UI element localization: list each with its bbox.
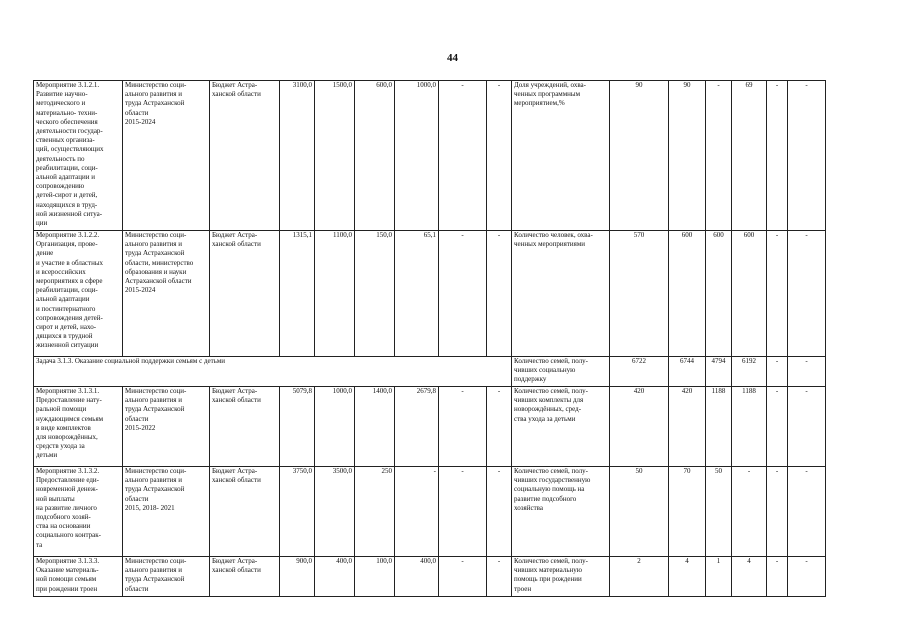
measure-name-line: Предоставление еди- xyxy=(36,476,99,485)
indicator-value-4: - xyxy=(732,467,767,557)
indicator-name-line: чивших комплекты для xyxy=(514,396,584,405)
measure-name-line: сопровождению xyxy=(36,182,85,191)
executor-line: труда Астраханской xyxy=(125,99,185,108)
measure-name-line: Мероприятие 3.1.2.2. xyxy=(36,231,100,239)
indicator-name-line: чивших материальную xyxy=(514,566,583,575)
indicator-name-line: ченных программным xyxy=(514,90,581,99)
executor-line: Министерство соци- xyxy=(125,387,187,395)
measure-name-line: ной помощи семьям xyxy=(36,575,97,584)
measure-name-line: мероприятиях в сфере xyxy=(36,277,103,286)
table-row xyxy=(34,557,826,597)
indicator-name-line: развитие подсобного xyxy=(514,494,577,503)
measure-name-line: при рождении троен xyxy=(36,584,98,593)
indicator-name xyxy=(512,557,610,597)
executor-line: 2015, 2018- 2021 xyxy=(125,503,175,512)
funding-year-2: 600,0 xyxy=(355,81,395,231)
indicator-name-line: ства ухода за детьми xyxy=(514,414,576,423)
measure-name-line: деятельность по xyxy=(36,154,85,163)
indicator-name-line: хозяйства xyxy=(514,503,543,512)
indicator-name-line: Количество семей, полу- xyxy=(514,557,589,565)
funding-year-2: 250 xyxy=(355,467,395,557)
measure-name-line: методического и xyxy=(36,99,86,108)
executor xyxy=(123,231,210,357)
measure-name-line: сопровождения детей- xyxy=(36,313,103,322)
indicator-value-5: - xyxy=(767,467,788,557)
measure-name-line: сирот и детей, нахо- xyxy=(36,323,97,332)
executor-line: ального развития и xyxy=(125,476,182,485)
indicator-name-line: помощь при рождении xyxy=(514,575,582,584)
executor-line: области xyxy=(125,414,149,423)
indicator-value-4: 6192 xyxy=(732,357,767,387)
funding-year-1: 3500,0 xyxy=(315,467,355,557)
indicator-name-line: чивших государственную xyxy=(514,476,591,485)
funding-year-1: 1100,0 xyxy=(315,231,355,357)
measure-name-line: ческого обеспечения xyxy=(36,117,98,126)
executor-line: труда Астраханской xyxy=(125,485,185,494)
funding-year-2: 100,0 xyxy=(355,557,395,597)
measure-name-line: жизненной ситуации xyxy=(36,341,99,350)
indicator-name xyxy=(512,467,610,557)
funding-source-line: Бюджет Астра- xyxy=(212,387,258,395)
measure-name-line: Мероприятие 3.1.3.1. xyxy=(36,387,100,395)
indicator-value-1: 6722 xyxy=(610,357,669,387)
indicator-value-3: 50 xyxy=(706,467,732,557)
indicator-name-line: Количество семей, полу- xyxy=(514,357,589,365)
funding-year-4: - xyxy=(439,387,487,467)
funding-year-5: - xyxy=(487,467,512,557)
measure-name-line: ства на основании xyxy=(36,522,91,531)
funding-total: 3750,0 xyxy=(280,467,315,557)
indicator-name-line: троен xyxy=(514,584,532,593)
funding-source-line: ханской области xyxy=(212,396,261,405)
funding-year-5: - xyxy=(487,81,512,231)
indicator-name-line: поддержку xyxy=(514,375,547,384)
measure-name-line: детей-сирот и детей, xyxy=(36,191,98,200)
measure-name-line: для новорождённых, xyxy=(36,433,98,442)
measure-name-line: ственных организа- xyxy=(36,136,95,145)
funding-year-5: - xyxy=(487,231,512,357)
measure-name-line: социального контрак- xyxy=(36,531,101,540)
measure-name-line: Мероприятие 3.1.2.1. xyxy=(36,81,100,89)
indicator-value-5: - xyxy=(767,231,788,357)
funding-year-3: 2679,8 xyxy=(395,387,439,467)
funding-year-3: 1000,0 xyxy=(395,81,439,231)
executor-line: области xyxy=(125,494,149,503)
funding-year-1: 1500,0 xyxy=(315,81,355,231)
funding-year-3: 400,0 xyxy=(395,557,439,597)
measure-name-line: средств ухода за xyxy=(36,442,85,451)
indicator-name xyxy=(512,387,610,467)
funding-year-4: - xyxy=(439,467,487,557)
executor xyxy=(123,387,210,467)
measure-name-line: новременной денеж- xyxy=(36,485,98,494)
measure-name xyxy=(34,557,123,597)
funding-year-3: 65,1 xyxy=(395,231,439,357)
indicator-value-1: 2 xyxy=(610,557,669,597)
measure-name-line: реабилитации, соци- xyxy=(36,163,98,172)
executor-line: образования и науки xyxy=(125,267,187,276)
indicator-value-1: 570 xyxy=(610,231,669,357)
indicator-value-6: - xyxy=(788,557,826,597)
indicator-value-5: - xyxy=(767,387,788,467)
funding-year-2: 150,0 xyxy=(355,231,395,357)
funding-source xyxy=(210,557,280,597)
executor-line: 2015-2022 xyxy=(125,423,156,432)
funding-source xyxy=(210,387,280,467)
executor-line: Министерство соци- xyxy=(125,231,187,239)
executor-line: области, министерство xyxy=(125,258,194,267)
executor-line: 2015-2024 xyxy=(125,117,156,126)
measure-name-line: дение xyxy=(36,249,54,258)
measure-name-line: реабилитации, соци- xyxy=(36,286,98,295)
executor-line: области xyxy=(125,108,149,117)
measure-name-line: подсобного хозяй- xyxy=(36,513,91,522)
funding-year-4: - xyxy=(439,81,487,231)
table-row xyxy=(34,467,826,557)
funding-source-line: ханской области xyxy=(212,240,261,249)
measure-name-line: нуждающимся семьям xyxy=(36,414,104,423)
funding-total: 3100,0 xyxy=(280,81,315,231)
indicator-value-2: 70 xyxy=(669,467,706,557)
task-title: Задача 3.1.3. Оказание социальной поддержки семьям с детьми xyxy=(34,357,512,387)
executor-line: области xyxy=(125,584,149,593)
funding-source-line: Бюджет Астра- xyxy=(212,557,258,565)
measure-name-line: Развитие научно- xyxy=(36,90,88,99)
indicator-value-4: 1188 xyxy=(732,387,767,467)
indicator-value-1: 420 xyxy=(610,387,669,467)
measure-name-line: ной жизненной ситуа- xyxy=(36,209,103,218)
executor xyxy=(123,557,210,597)
measure-name-line: та xyxy=(36,540,43,549)
measure-name-line: ной выплаты xyxy=(36,494,75,503)
indicator-value-1: 90 xyxy=(610,81,669,231)
funding-source-line: ханской области xyxy=(212,90,261,99)
indicator-name-line: ченных мероприятиями xyxy=(514,240,586,249)
measure-name xyxy=(34,231,123,357)
funding-year-5: - xyxy=(487,387,512,467)
executor-line: ального развития и xyxy=(125,566,182,575)
executor-line: Министерство соци- xyxy=(125,467,187,475)
executor-line: труда Астраханской xyxy=(125,405,185,414)
measure-name-line: детьми xyxy=(36,451,58,460)
measure-name-line: деятельности государ- xyxy=(36,127,103,136)
indicator-name xyxy=(512,231,610,357)
indicator-value-5: - xyxy=(767,357,788,387)
measure-name-line: ции xyxy=(36,219,48,228)
indicator-name-line: социальную помощь на xyxy=(514,485,585,494)
funding-source xyxy=(210,81,280,231)
indicator-value-3: 1 xyxy=(706,557,732,597)
measure-name-line: и постинтернатного xyxy=(36,304,96,313)
funding-source-line: Бюджет Астра- xyxy=(212,231,258,239)
executor-line: Министерство соци- xyxy=(125,81,187,89)
funding-year-4: - xyxy=(439,231,487,357)
indicator-value-6: - xyxy=(788,387,826,467)
funding-source-line: Бюджет Астра- xyxy=(212,467,258,475)
indicator-value-6: - xyxy=(788,81,826,231)
indicator-value-4: 600 xyxy=(732,231,767,357)
indicator-value-5: - xyxy=(767,557,788,597)
funding-total: 1315,1 xyxy=(280,231,315,357)
measure-name-line: дящихся в трудной xyxy=(36,332,93,341)
executor-line: ального развития и xyxy=(125,90,182,99)
executor-line: ального развития и xyxy=(125,240,182,249)
indicator-value-6: - xyxy=(788,467,826,557)
indicator-value-2: 600 xyxy=(669,231,706,357)
indicator-name-line: чивших социальную xyxy=(514,366,576,375)
indicator-value-6: - xyxy=(788,357,826,387)
indicator-value-6: - xyxy=(788,231,826,357)
indicator-name xyxy=(512,81,610,231)
executor xyxy=(123,467,210,557)
table-row xyxy=(34,387,826,467)
funding-year-2: 1400,0 xyxy=(355,387,395,467)
measure-name-line: и участие в областных xyxy=(36,258,104,267)
funding-source-line: ханской области xyxy=(212,566,261,575)
indicator-name-line: Количество семей, полу- xyxy=(514,387,589,395)
measure-name-line: Предоставление нату- xyxy=(36,396,102,405)
funding-year-4: - xyxy=(439,557,487,597)
measure-name-line: Организация, прове- xyxy=(36,240,98,249)
executor-line: Астраханской области xyxy=(125,277,192,286)
funding-source-line: ханской области xyxy=(212,476,261,485)
funding-source xyxy=(210,467,280,557)
executor xyxy=(123,81,210,231)
funding-year-1: 400,0 xyxy=(315,557,355,597)
indicator-value-4: 4 xyxy=(732,557,767,597)
program-measures-table xyxy=(33,80,826,597)
executor-line: 2015-2024 xyxy=(125,286,156,295)
table-row xyxy=(34,357,826,387)
funding-source-line: Бюджет Астра- xyxy=(212,81,258,89)
indicator-value-4: 69 xyxy=(732,81,767,231)
funding-year-1: 1000,0 xyxy=(315,387,355,467)
measure-name-line: материально- техни- xyxy=(36,108,98,117)
indicator-name-line: Количество семей, полу- xyxy=(514,467,589,475)
indicator-value-1: 50 xyxy=(610,467,669,557)
indicator-name xyxy=(512,357,610,387)
indicator-value-5: - xyxy=(767,81,788,231)
page-number: 44 xyxy=(447,52,458,64)
indicator-value-3: - xyxy=(706,81,732,231)
measure-name-line: Мероприятие 3.1.3.2. xyxy=(36,467,100,475)
funding-year-5: - xyxy=(487,557,512,597)
indicator-value-2: 90 xyxy=(669,81,706,231)
table-row xyxy=(34,81,826,231)
indicator-value-2: 6744 xyxy=(669,357,706,387)
measure-name-line: находящихся в труд- xyxy=(36,200,98,209)
indicator-value-3: 600 xyxy=(706,231,732,357)
executor-line: труда Астраханской xyxy=(125,249,185,258)
measure-name-line: Мероприятие 3.1.3.3. xyxy=(36,557,100,565)
measure-name xyxy=(34,467,123,557)
funding-total: 900,0 xyxy=(280,557,315,597)
executor-line: ального развития и xyxy=(125,396,182,405)
indicator-name-line: Количество человек, охва- xyxy=(514,231,593,239)
indicator-value-2: 4 xyxy=(669,557,706,597)
indicator-name-line: новорождённых, сред- xyxy=(514,405,582,414)
funding-total: 5079,8 xyxy=(280,387,315,467)
measure-name-line: Оказание материаль- xyxy=(36,566,99,575)
funding-source xyxy=(210,231,280,357)
table-row xyxy=(34,231,826,357)
funding-year-3: - xyxy=(395,467,439,557)
executor-line: труда Астраханской xyxy=(125,575,185,584)
measure-name-line: и всероссийских xyxy=(36,267,86,276)
measure-name-line: в виде комплектов xyxy=(36,423,91,432)
measure-name-line: на развитие личного xyxy=(36,503,97,512)
indicator-value-3: 1188 xyxy=(706,387,732,467)
measure-name-line: альной адаптации и xyxy=(36,173,96,182)
indicator-value-2: 420 xyxy=(669,387,706,467)
measure-name-line: ральной помощи xyxy=(36,405,87,414)
measure-name-line: ций, осуществляющих xyxy=(36,145,104,154)
measure-name xyxy=(34,387,123,467)
measure-name xyxy=(34,81,123,231)
executor-line: Министерство соци- xyxy=(125,557,187,565)
indicator-value-3: 4794 xyxy=(706,357,732,387)
indicator-name-line: Доля учреждений, охва- xyxy=(514,81,586,89)
indicator-name-line: мероприятием,% xyxy=(514,99,565,108)
measure-name-line: альной адаптации xyxy=(36,295,90,304)
